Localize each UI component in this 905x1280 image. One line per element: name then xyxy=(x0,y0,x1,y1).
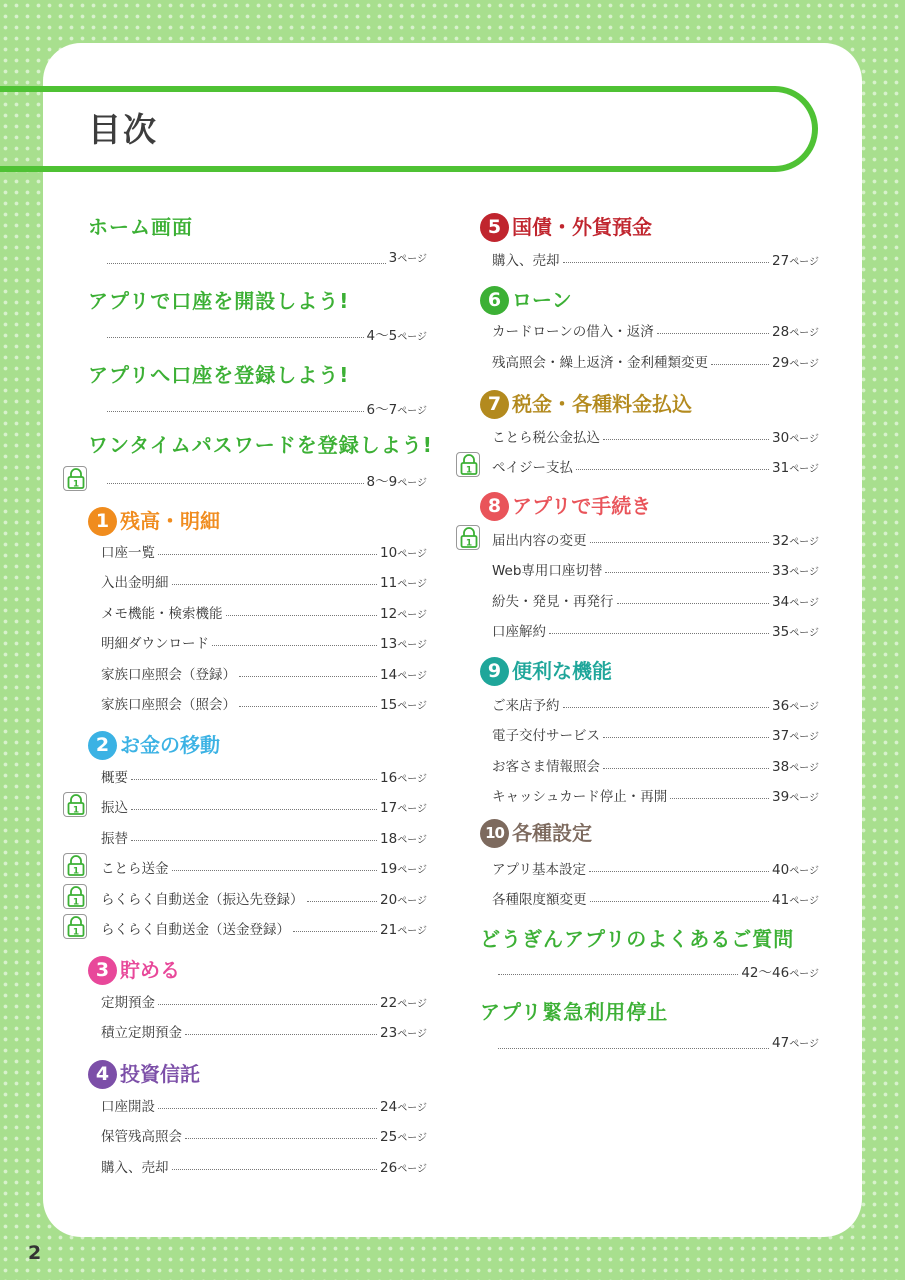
toc-entry-page: 15ページ xyxy=(380,697,427,713)
section-number-badge: 10 xyxy=(480,819,509,848)
toc-entry-page: 30ページ xyxy=(772,430,819,446)
toc-heading[interactable]: ワンタイムパスワードを登録しよう! xyxy=(88,433,433,457)
toc-heading[interactable]: アプリへ口座を登録しよう! xyxy=(88,363,350,387)
toc-heading[interactable]: アプリ緊急利用停止 xyxy=(480,1000,669,1024)
toc-entry-page: 6〜7ページ xyxy=(366,402,427,418)
toc-entry-page: 19ページ xyxy=(380,861,427,877)
toc-entry-label: 保管残高照会 xyxy=(101,1129,182,1145)
section-title: 国債・外貨預金 xyxy=(512,215,652,239)
section-title: 投資信託 xyxy=(120,1062,200,1086)
leader-dots xyxy=(158,1108,377,1109)
toc-entry[interactable] xyxy=(101,918,427,938)
toc-entry[interactable] xyxy=(492,858,819,878)
toc-entry[interactable] xyxy=(101,1156,427,1176)
svg-text:1: 1 xyxy=(72,927,80,937)
toc-entry-page: 17ページ xyxy=(380,800,427,816)
toc-entry-label: 家族口座照会（照会） xyxy=(101,697,236,713)
toc-entry-label: 届出内容の変更 xyxy=(492,533,587,549)
toc-entry[interactable] xyxy=(101,796,427,816)
toc-entry-page: 13ページ xyxy=(380,636,427,652)
toc-entry-page: 4〜5ページ xyxy=(366,328,427,344)
toc-entry-page: 12ページ xyxy=(380,606,427,622)
toc-entry-label: らくらく自動送金（送金登録） xyxy=(101,922,290,938)
toc-entry-label: 振替 xyxy=(101,831,128,847)
leader-dots xyxy=(590,542,770,543)
leader-dots xyxy=(605,572,769,573)
toc-entry-page: 29ページ xyxy=(772,355,819,371)
toc-entry[interactable] xyxy=(101,693,427,713)
toc-page-line[interactable] xyxy=(104,470,427,490)
leader-dots xyxy=(158,1004,377,1005)
toc-entry[interactable] xyxy=(492,529,819,549)
toc-entry-label: 定期預金 xyxy=(101,995,155,1011)
section-title: ローン xyxy=(512,288,572,312)
section-number-badge: 8 xyxy=(480,492,509,521)
toc-entry[interactable] xyxy=(492,888,819,908)
toc-entry[interactable] xyxy=(492,620,819,640)
toc-heading[interactable]: どうぎんアプリのよくあるご質問 xyxy=(480,927,795,951)
toc-entry-page: 21ページ xyxy=(380,922,427,938)
leader-dots xyxy=(212,645,377,646)
toc-entry-label: 購入、売却 xyxy=(101,1160,169,1176)
toc-entry-label: ペイジー支払 xyxy=(492,460,573,476)
toc-page-line[interactable] xyxy=(104,398,427,418)
toc-entry-label: ことら税公金払込 xyxy=(492,430,600,446)
svg-text:1: 1 xyxy=(465,465,473,475)
toc-entry-page: 16ページ xyxy=(380,770,427,786)
toc-entry-page: 25ページ xyxy=(380,1129,427,1145)
toc-entry-label: 口座解約 xyxy=(492,624,546,640)
lock-icon xyxy=(63,853,87,878)
toc-entry-label: お客さま情報照会 xyxy=(492,759,600,775)
leader-dots xyxy=(185,1138,377,1139)
toc-entry[interactable] xyxy=(101,1095,427,1115)
toc-entry-page: 38ページ xyxy=(772,759,819,775)
toc-entry-label: Web専用口座切替 xyxy=(492,563,603,579)
leader-dots xyxy=(107,411,364,412)
toc-entry-page: 23ページ xyxy=(380,1025,427,1041)
section-title: 残高・明細 xyxy=(120,509,220,533)
toc-entry-page: 32ページ xyxy=(772,533,819,549)
leader-dots xyxy=(617,603,770,604)
toc-page-line[interactable] xyxy=(495,1035,819,1055)
leader-dots xyxy=(563,262,770,263)
section-heading[interactable] xyxy=(88,955,180,985)
toc-page-line[interactable] xyxy=(495,961,819,981)
section-heading[interactable] xyxy=(88,506,220,536)
section-number-badge: 1 xyxy=(88,507,117,536)
leader-dots xyxy=(498,974,738,975)
leader-dots xyxy=(107,337,364,338)
section-heading[interactable] xyxy=(480,656,612,686)
lock-icon xyxy=(456,525,480,550)
toc-entry-page: 35ページ xyxy=(772,624,819,640)
toc-entry[interactable] xyxy=(492,249,819,269)
toc-entry-label: ご来店予約 xyxy=(492,698,560,714)
toc-entry-label: 入出金明細 xyxy=(101,575,169,591)
svg-text:1: 1 xyxy=(72,805,80,815)
toc-entry-page: 11ページ xyxy=(380,575,427,591)
toc-entry[interactable] xyxy=(492,724,819,744)
toc-entry-label: カードローンの借入・返済 xyxy=(492,324,654,340)
toc-entry-page: 37ページ xyxy=(772,728,819,744)
toc-entry[interactable] xyxy=(492,351,819,371)
leader-dots xyxy=(172,584,378,585)
section-number-badge: 5 xyxy=(480,213,509,242)
leader-dots xyxy=(603,768,769,769)
section-heading[interactable] xyxy=(480,389,692,419)
toc-entry-page: 28ページ xyxy=(772,324,819,340)
toc-entry-label: 紛失・発見・再発行 xyxy=(492,594,614,610)
section-heading[interactable] xyxy=(480,285,572,315)
leader-dots xyxy=(293,931,377,932)
leader-dots xyxy=(172,870,378,871)
lock-icon xyxy=(63,914,87,939)
leader-dots xyxy=(576,469,769,470)
toc-entry-page: 34ページ xyxy=(772,594,819,610)
toc-heading[interactable]: ホーム画面 xyxy=(88,215,193,239)
leader-dots xyxy=(603,439,769,440)
lock-icon xyxy=(63,884,87,909)
lock-icon xyxy=(456,452,480,477)
toc-entry-label: 振込 xyxy=(101,800,128,816)
toc-entry[interactable] xyxy=(101,663,427,683)
toc-entry-label: 電子交付サービス xyxy=(492,728,600,744)
toc-entry-label: アプリ基本設定 xyxy=(492,862,586,878)
toc-entry-page: 39ページ xyxy=(772,789,819,805)
leader-dots xyxy=(185,1034,377,1035)
toc-entry-page: 31ページ xyxy=(772,460,819,476)
toc-heading[interactable]: アプリで口座を開設しよう! xyxy=(88,289,350,313)
toc-entry[interactable] xyxy=(492,320,819,340)
toc-entry[interactable] xyxy=(492,694,819,714)
section-number-badge: 3 xyxy=(88,956,117,985)
toc-entry-page: 33ページ xyxy=(772,563,819,579)
toc-entry-page: 14ページ xyxy=(380,667,427,683)
toc-entry-label: メモ機能・検索機能 xyxy=(101,606,223,622)
toc-entry-page: 24ページ xyxy=(380,1099,427,1115)
toc-entry-page: 18ページ xyxy=(380,831,427,847)
leader-dots xyxy=(589,871,769,872)
toc-entry[interactable] xyxy=(101,888,427,908)
leader-dots xyxy=(239,706,377,707)
section-number-badge: 7 xyxy=(480,390,509,419)
section-number-badge: 2 xyxy=(88,731,117,760)
leader-dots xyxy=(131,809,377,810)
section-heading[interactable] xyxy=(480,491,651,521)
leader-dots xyxy=(158,554,377,555)
svg-text:1: 1 xyxy=(465,538,473,548)
toc-entry[interactable] xyxy=(101,541,427,561)
toc-entry[interactable] xyxy=(101,602,427,622)
leader-dots xyxy=(131,779,377,780)
toc-entry-page: 3ページ xyxy=(388,250,427,266)
toc-entry-page: 10ページ xyxy=(380,545,427,561)
toc-page-line[interactable] xyxy=(104,250,427,270)
leader-dots xyxy=(603,737,769,738)
toc-entry-label: 家族口座照会（登録） xyxy=(101,667,236,683)
section-title: 貯める xyxy=(120,958,180,982)
lock-icon xyxy=(63,792,87,817)
leader-dots xyxy=(172,1169,378,1170)
toc-entry[interactable] xyxy=(101,632,427,652)
toc-entry-page: 8〜9ページ xyxy=(366,474,427,490)
leader-dots xyxy=(107,263,386,264)
section-title: 各種設定 xyxy=(512,821,592,845)
toc-entry[interactable] xyxy=(101,1125,427,1145)
toc-entry-page: 27ページ xyxy=(772,253,819,269)
svg-text:1: 1 xyxy=(72,866,80,876)
leader-dots xyxy=(549,633,769,634)
leader-dots xyxy=(657,333,769,334)
toc-entry[interactable] xyxy=(492,785,819,805)
toc-entry-page: 42〜46ページ xyxy=(741,965,819,981)
toc-entry[interactable] xyxy=(492,755,819,775)
toc-entry[interactable] xyxy=(101,766,427,786)
toc-entry-label: 明細ダウンロード xyxy=(101,636,209,652)
section-heading[interactable] xyxy=(480,212,652,242)
section-title: 税金・各種料金払込 xyxy=(512,392,692,416)
leader-dots xyxy=(307,901,378,902)
toc-entry-page: 41ページ xyxy=(772,892,819,908)
toc-entry[interactable] xyxy=(101,571,427,591)
toc-entry[interactable] xyxy=(101,827,427,847)
toc-entry-page: 36ページ xyxy=(772,698,819,714)
toc-entry-page: 40ページ xyxy=(772,862,819,878)
toc-entry-label: 概要 xyxy=(101,770,128,786)
section-number-badge: 6 xyxy=(480,286,509,315)
toc-entry[interactable] xyxy=(492,559,819,579)
leader-dots xyxy=(239,676,377,677)
leader-dots xyxy=(131,840,377,841)
section-heading[interactable] xyxy=(88,730,220,760)
section-title: アプリで手続き xyxy=(512,494,652,518)
toc-entry[interactable] xyxy=(492,590,819,610)
toc-entry-page: 26ページ xyxy=(380,1160,427,1176)
toc-entry-label: キャッシュカード停止・再開 xyxy=(492,789,668,805)
toc-entry-label: 口座一覧 xyxy=(101,545,155,561)
toc-entry-page: 47ページ xyxy=(772,1035,819,1051)
toc-page-line[interactable] xyxy=(104,324,427,344)
leader-dots xyxy=(498,1048,769,1049)
toc-entry-page: 20ページ xyxy=(380,892,427,908)
toc-entry-label: らくらく自動送金（振込先登録） xyxy=(101,892,304,908)
section-title: 便利な機能 xyxy=(512,659,612,683)
section-title: お金の移動 xyxy=(120,733,220,757)
toc-entry-label: 残高照会・繰上返済・金利種類変更 xyxy=(492,355,708,371)
leader-dots xyxy=(590,901,770,902)
toc-entry[interactable] xyxy=(492,426,819,446)
page-title: 目次 xyxy=(88,110,158,149)
svg-text:1: 1 xyxy=(72,897,80,907)
section-number-badge: 9 xyxy=(480,657,509,686)
toc-entry-label: ことら送金 xyxy=(101,861,169,877)
lock-icon xyxy=(63,466,87,491)
toc-entry-label: 各種限度額変更 xyxy=(492,892,587,908)
toc-entry[interactable] xyxy=(101,857,427,877)
page-number: 2 xyxy=(28,1242,42,1264)
toc-entry[interactable] xyxy=(101,991,427,1011)
leader-dots xyxy=(563,707,770,708)
toc-entry[interactable] xyxy=(492,456,819,476)
leader-dots xyxy=(711,364,769,365)
section-number-badge: 4 xyxy=(88,1060,117,1089)
section-heading[interactable] xyxy=(88,1059,200,1089)
toc-entry-page: 22ページ xyxy=(380,995,427,1011)
section-heading[interactable] xyxy=(480,818,592,848)
toc-entry-label: 口座開設 xyxy=(101,1099,155,1115)
leader-dots xyxy=(107,483,364,484)
toc-entry-label: 購入、売却 xyxy=(492,253,560,269)
toc-entry[interactable] xyxy=(101,1021,427,1041)
leader-dots xyxy=(670,798,769,799)
toc-entry-label: 積立定期預金 xyxy=(101,1025,182,1041)
svg-text:1: 1 xyxy=(72,479,80,489)
leader-dots xyxy=(226,615,378,616)
